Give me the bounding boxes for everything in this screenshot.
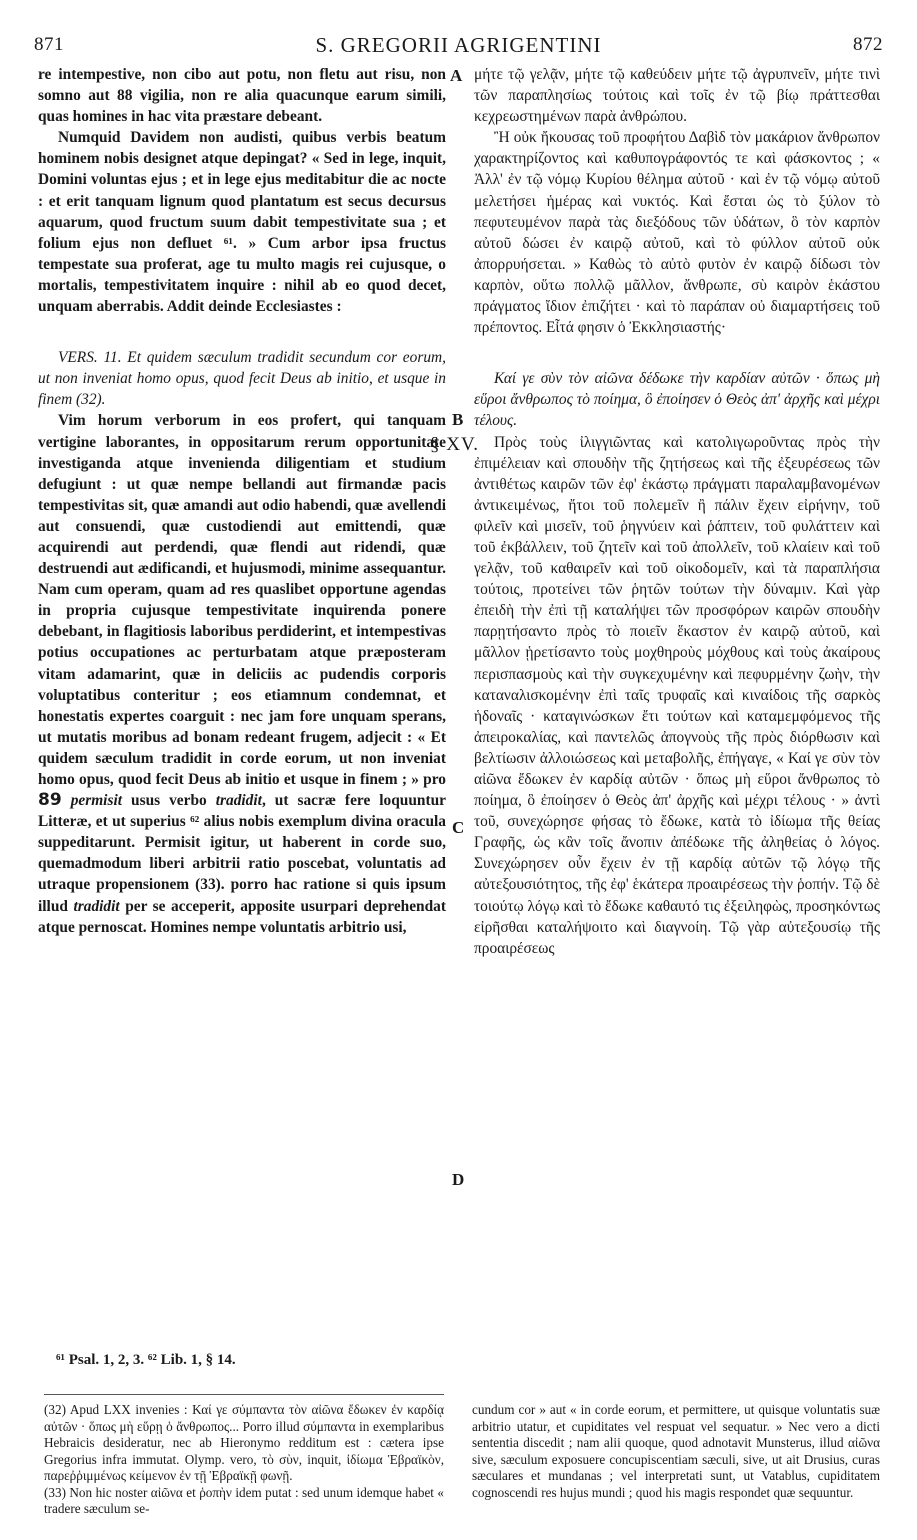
page-number-right: 872 bbox=[852, 34, 883, 55]
section-heading: § XV. bbox=[430, 434, 479, 455]
latin-p3-part-a: Vim horum verborum in eos profert, qui tanquam vertigine laborantes, in oppositarum rerum opportunitate investiganda atque invenienda diligentiam et studium defugiunt : ut quæ nempe bellandi aut firmandæ pacis tempestivitas sit, quæ amandi aut odio habendi, quæ avellendi aut consuendi, quæ custodiendi aut emittendi, quæ acquirendi aut perdendi, quæ flendi aut ridendi, quæ destruendi aut ædificandi, et hujusmodi, minime assequantur. Nam cum operam, quam ad res quaslibet opportune agendas in propria cujusque tempestivitate inquirenda ponere debebant, in flagitiosis laboribus perdiderint, et intempestivas potius occupationes ac perturbatam atque præposteram vitam adamarint, quæ in deliciis ac pudendis corporis voluptatibus conteritur ; eos etiamnum condemnat, et honestatis expertes coarguit : nec jam fore unquam sperans, ut mutatis moribus ad bonam redeant frugem, adjecit : « Et quidem sæculum tradidit in corde eorum, ut non inveniat homo opus, quod fecit Deus ab initio et usque in finem ; » pro bbox=[38, 412, 446, 788]
latin-paragraph-2: Numquid Davidem non audisti, quibus verbis beatum hominem nobis designet atque depingat? « Sed in lege, inquit, Domini voluntas ejus ; et in lege ejus meditabitur die ac nocte : et erit tanquam lignum quod plantatum est secus decursus aquarum, quod fructum suum dabit tempestivitate sua ; et folium ejus non defluet ⁶¹. » Cum arbor ipsa fructus tempestate sua proferat, age tu multo magis rei cujusque, o mortalis, tempestivitatem inquire : nihil ab eo quod decet, unquam aberrabis. Addit deinde Ecclesiastes : bbox=[38, 129, 446, 316]
latin-word-tradidit-2: tradidit bbox=[73, 897, 120, 915]
footnotes-right bbox=[472, 1402, 880, 1501]
footnote-divider bbox=[44, 1394, 444, 1395]
greek-paragraph-3: Πρὸς τοὺς ἰλιγγιῶντας καὶ κατολιγωροῦντας πρὸς τὴν ἐπιμέλειαν καὶ σπουδὴν τῆς ζητήσεως καὶ τῆς ἐξευρέσεως τῶν ἀντιθέτως καιρῶν τῶν ἐφ' ἑκάστῳ πράγματι παραλαμβανομένων ἀντικειμένως, ἤτοι τοῦ πολεμεῖν ἢ πάλιν ἔχειν εἰρήνην, τοῦ φιλεῖν καὶ μισεῖν, τοῦ ῥηγνύειν καὶ ῥάπτειν, τοῦ φυλάττειν καὶ τοῦ ἐκβάλλειν, τοῦ ζητεῖν καὶ τοῦ ἀπολλεῖν, τοῦ κλαίειν καὶ τοῦ γελᾷν, τοῦ καθαιρεῖν καὶ τοῦ οἰκοδομεῖν, καὶ τὰ παραπλήσια τούτοις, προτείνει τῶν ῥητῶν τούτων τὴν δύναμιν. Καὶ γὰρ ἐπειδὴ τὴν ἐπὶ τῇ καταλήψει τῶν προσφόρων καιρῶν σπουδὴν παρῃτήσαντο πρὸς τὸ ποιεῖν ἕκαστον ἐν καιρῷ αὐτοῦ, καὶ μᾶλλον ᾑρετίσαντο τοὺς μοχθηροὺς μόχθους καὶ τοὺς ἀκαίρους περισπασμοὺς καὶ τὴν συγκεχυμένην καὶ πεφυρμένην ζωὴν, τὴν καταναλισκομένην ἐπὶ ταῖς τρυφαῖς καὶ κιναίδοις τῆς σαρκὸς ἡδοναῖς · καταγινώσκων ἔτι τούτων καὶ καταμεμφόμενος τῆς ἀπειροκαλίας, καὶ παντελῶς ἀπογνοὺς τῆς πρὸς διόρθωσιν καὶ βελτίωσιν ἀλλοιώσεως καὶ μεταβολῆς, ἐπήγαγε, « Καί γε σὺν τὸν αἰῶνα ἔδωκεν ἐν καρδίᾳ αὐτῶν · ὅπως μὴ εὕροι ἄνθρωπος τὸ ποίημα, ὃ ἐποίησεν ὁ Θεὸς ἀπ' ἀρχῆς καὶ μέχρι τέλους · » ἀντὶ τοῦ, συνεχώρησε φήσας τὸ ἔδωκε, κατὰ τὸ ἰδίωμα τῆς θείας Γραφῆς, ὡς κἂν τοῖς ἄνοπιν ἀπέδωκε τῆς ἀληθείας ὁ λόγος. Συνεχώρησεν οὖν ἔχειν ἐν τῇ καρδίᾳ αὐτῶν τῷ λόγῳ τῆς αὐτεξουσιότητος, τῆς ἐφ' ἑκάτερα προαιρέσεως τὴν ῥοπήν. Τῷ δὲ τοιούτῳ λόγῳ καὶ τὸ ἔδωκε καθαυτό τις ἐξειληφὼς, προσηκόντως εἰρῆσθαι καταλήψοιτο καὶ διαγνοίη. Τῷ γὰρ αὐτεξουσίῳ τῆς προαιρέσεως bbox=[474, 433, 880, 957]
margin-letter-b: B bbox=[452, 410, 464, 429]
greek-column bbox=[474, 64, 880, 959]
footnote-32: (32) Apud LXX invenies : Καί γε σύμπαντα τὸν αἰῶνα ἔδωκεν ἐν καρδίᾳ αὐτῶν · ὅπως μὴ εὕρῃ ὁ ἄνθρωπος... Porro illud σύμπαντα in exemplaribus Hebraicis desideratur, nec ab Hieronymo redditum est : cætera ipse Gregorius infra immutat. Olymp. vero, τὸ σὺν, inquit, ἰδίωμα Ἑβραϊκὸν, παρεῤῥιμμένως κείμενον ἐν τῇ Ἑβραϊκῇ φωνῇ. bbox=[44, 1402, 444, 1483]
page-header bbox=[34, 30, 883, 60]
margin-letter-c: C bbox=[452, 818, 465, 837]
page-number-left: 871 bbox=[34, 34, 64, 55]
latin-word-permisit: permisit bbox=[70, 792, 122, 810]
latin-p3-part-c: , ut sacræ fere loquuntur Litteræ, et ut superius ⁶² alius nobis exemplum divina oracula suppeditarunt. Permisit igitur, ut haberent in corde suo, quemadmodum liberi arbitrii ratio poscebat, voluntatis ad utraque propensionem (33). porro hac ratione si quis ipsum illud bbox=[38, 792, 447, 915]
running-title: S. GREGORII AGRIGENTINI bbox=[315, 32, 602, 57]
latin-column bbox=[38, 64, 446, 938]
latin-p3-part-b: usus verbo bbox=[131, 792, 207, 810]
latin-word-tradidit: tradidit bbox=[215, 792, 262, 810]
latin-p3-part-d: per se acceperit, apposite usurpari deprehendat atque pernoscat. Homines nempe voluntatis arbitrio usi, bbox=[38, 897, 446, 936]
latin-paragraph-3 bbox=[38, 410, 446, 937]
greek-paragraph-1: μήτε τῷ γελᾷν, μήτε τῷ καθεύδειν μήτε τῷ ἀγρυπνεῖν, μήτε τινὶ τῶν παραπλησίως τούτοις καὶ τοῖς ἐν τῷ βίῳ πράττεσθαι κεχρεωστημένων παρὰ ἀνθρώπου. bbox=[474, 66, 880, 126]
scripture-references: ⁶¹ Psal. 1, 2, 3. ⁶² Lib. 1, § 14. bbox=[56, 1352, 236, 1368]
latin-verse: VERS. 11. Et quidem sæculum tradidit secundum cor eorum, ut non inveniat homo opus, quod fecit Deus ab initio, et usque in finem (32). bbox=[38, 349, 446, 409]
margin-letter-a: A bbox=[450, 66, 463, 85]
greek-paragraph-2: Ἢ οὐκ ἤκουσας τοῦ προφήτου Δαβὶδ τὸν μακάριον ἄνθρωπον χαρακτηρίζοντος καὶ καθυπογράφοντός τε καὶ φάσκοντος ; « Ἀλλ' ἐν τῷ νόμῳ Κυρίου θέλημα αὐτοῦ · καὶ ἐν τῷ νόμῳ αὐτοῦ μελετήσει ἡμέρας καὶ νυκτός. Καὶ ἔσται ὡς τὸ ξύλον τὸ πεφυτευμένον παρὰ τὰς διεξόδους τῶν ὑδάτων, ὃ τὸν καρπὸν αὐτοῦ δώσει ἐν καιρῷ αὐτοῦ, καὶ τὸ φύλλον αὐτοῦ οὐκ ἀπορρυήσεται. » Καθὼς τὸ αὐτὸ φυτὸν ἐν καιρῷ δίδωσι τὸν καρπὸν, οὕτω πολλῷ μᾶλλον, ἄνθρωπε, σὺ καιρὸν ἑκάστου πράγματος ἴδιον ἐπιζήτει · καὶ τὸ παράπαν οὐ διαμαρτήσεις τοῦ πρέποντος. Εἶτά φησιν ὁ Ἐκκλησιαστής· bbox=[474, 129, 880, 337]
latin-paragraph-1: re intempestive, non cibo aut potu, non fletu aut risu, non somno aut 88 vigilia, non re alia quacunque earum simili, quas homines in hac vita præstare debeant. bbox=[38, 66, 446, 126]
footnotes-left bbox=[44, 1402, 444, 1518]
footnote-33: (33) Non hic noster αἰῶνα et ῥοπὴν idem putat : sed unum idemque habet « tradere sæculum se- bbox=[44, 1484, 444, 1516]
greek-verse: Καί γε σὺν τὸν αἰῶνα δέδωκε τὴν καρδίαν αὐτῶν · ὅπως μὴ εὕροι ἄνθρωπος τὸ ποίημα, ὃ ἐποίησεν ὁ Θεὸς ἀπ' ἀρχῆς καὶ μέχρι τέλους. bbox=[474, 370, 880, 430]
footnote-33-continued: cundum cor » aut « in corde eorum, et permittere, ut quisque voluntatis suæ arbitrio utatur, et cupiditates vel respuat vel sequatur. » Nec vero a dicti sententia discedit ; nam alii quoque, quod adnotavit Munsterus, illud αἰῶνα sive, sæculum exposuere concupiscentiam sæculi, sive, ut ait Drusius, curas sæculares et mundanas ; vel interpretati sunt, ut Vatablus, cupiditatem cognoscendi res hujus mundi ; quod his magis respondet quæ sequuntur. bbox=[472, 1402, 880, 1500]
margin-letter-d: D bbox=[452, 1170, 465, 1189]
column-number-89: 89 bbox=[38, 790, 62, 811]
